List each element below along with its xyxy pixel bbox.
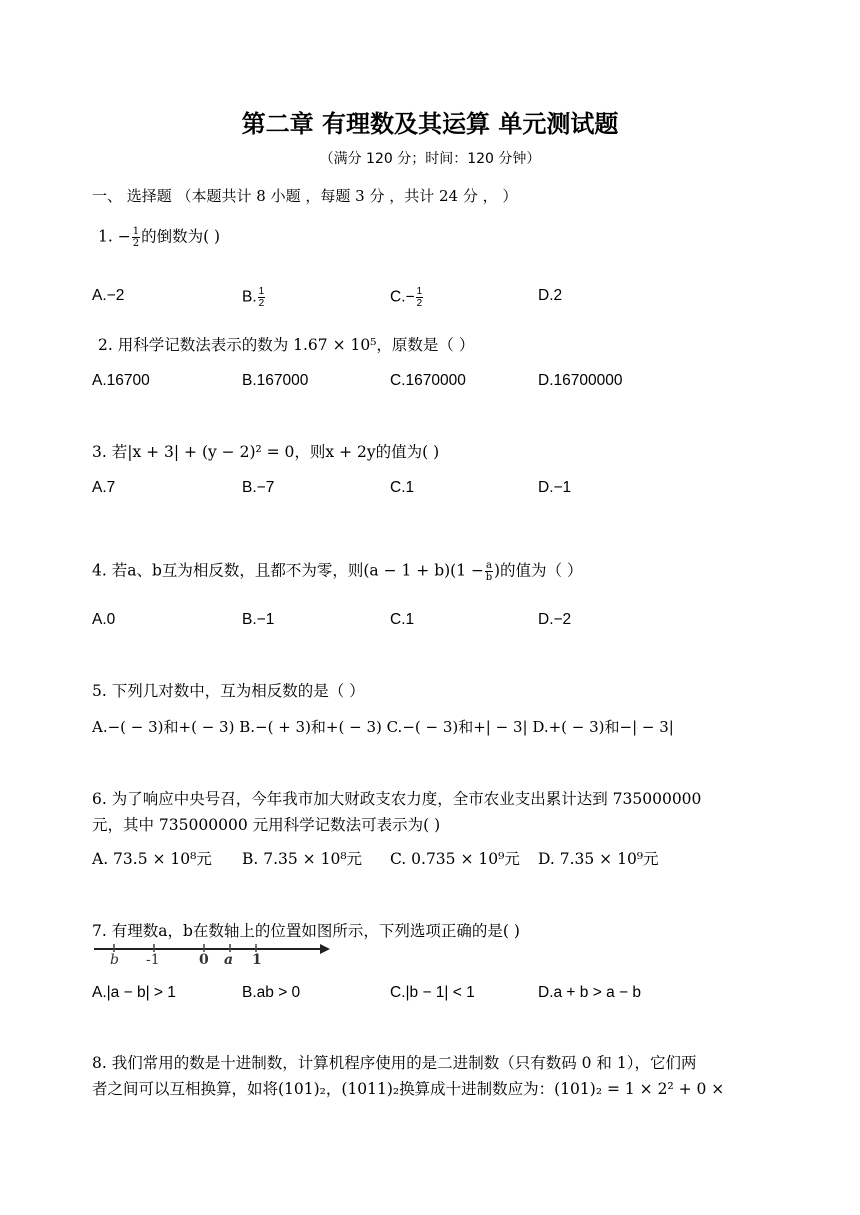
q2-option-c: C.1670000 [390, 372, 466, 389]
q4-option-a: A.0 [92, 611, 116, 628]
number-line-label-0: 0 [199, 952, 209, 968]
q4-frac-den: b [485, 572, 493, 583]
number-line-label-neg1: -1 [146, 952, 160, 968]
q6-option-b: B. 7.35 × 10⁸元 [242, 850, 363, 868]
number-line-figure [92, 938, 332, 972]
section-heading: 一、 选择题 （本题共计 8 小题 ，每题 3 分 ，共计 24 分 ， ） [92, 187, 518, 205]
q4-frac-num: a [486, 560, 492, 571]
q2-option-d: D.16700000 [538, 372, 623, 389]
q1-c-num: 1 [416, 286, 423, 297]
question-5-stem: 5. 下列几对数中，互为相反数的是（ ） [92, 682, 365, 700]
q3-option-c: C.1 [390, 479, 415, 496]
q2-option-b: B.167000 [242, 372, 309, 389]
q1-option-c [390, 286, 424, 309]
q4-stem-pre: 4. 若a、b互为相反数，且都不为零，则(a − 1 + b)(1 − [92, 561, 485, 580]
question-4-stem [92, 560, 582, 583]
q2-option-a: A.16700 [92, 372, 150, 389]
page-subtitle: （满分 120 分；时间：120 分钟） [319, 151, 541, 167]
question-8-line-1: 8. 我们常用的数是十进制数，计算机程序使用的是二进制数（只有数码 0 和 1），它们两 [92, 1054, 697, 1072]
q1-option-a: A.−2 [92, 287, 125, 304]
question-3-stem: 3. 若|x + 3| + (y − 2)² = 0，则x + 2y的值为( ) [92, 443, 440, 461]
q4-fraction [485, 560, 493, 583]
q1-frac-num: 1 [132, 226, 140, 237]
number-line-label-b: b [110, 952, 119, 968]
question-1-stem [98, 226, 220, 249]
q1-c-pre: C.− [390, 288, 415, 306]
q1-fraction [132, 226, 140, 249]
q4-option-d: D.−2 [538, 611, 572, 628]
q7-option-c: C.|b − 1| < 1 [390, 984, 475, 1001]
q1-b-pre: B. [242, 288, 257, 306]
q1-stem-pre: 1. − [98, 227, 131, 246]
q4-option-c: C.1 [390, 611, 415, 628]
q5-options: A.−( − 3)和+( − 3) B.−( + 3)和+( − 3) C.−( − 3)和+| − 3| D.+( − 3)和−| − 3| [92, 718, 674, 736]
q3-option-d: D.−1 [538, 479, 572, 496]
q1-option-d: D.2 [538, 287, 563, 304]
question-7-stem: 7. 有理数a，b在数轴上的位置如图所示，下列选项正确的是( ) [92, 922, 520, 940]
q1-c-den: 2 [416, 298, 423, 309]
q1-b-fraction [258, 286, 266, 309]
q7-option-a: A.|a − b| > 1 [92, 984, 176, 1001]
question-2-stem: 2. 用科学记数法表示的数为 1.67 × 10⁵，原数是（ ） [98, 336, 475, 354]
q6-option-c: C. 0.735 × 10⁹元 [390, 850, 520, 868]
page-title: 第二章 有理数及其运算 单元测试题 [241, 110, 619, 138]
q7-option-d: D.a + b > a − b [538, 984, 641, 1001]
q1-b-num: 1 [258, 286, 265, 297]
q4-option-b: B.−1 [242, 611, 275, 628]
q1-frac-den: 2 [132, 238, 140, 249]
q6-option-a: A. 73.5 × 10⁸元 [92, 850, 212, 868]
q1-stem-post: 的倒数为( ) [141, 227, 221, 246]
question-8-line-2: 者之间可以互相换算，如将(101)₂，(1011)₂换算成十进制数应为：(101)₂ = 1 × 2² + 0 × [92, 1080, 725, 1098]
number-line-label-a: a [224, 952, 234, 968]
q1-c-fraction [416, 286, 424, 309]
q3-option-a: A.7 [92, 479, 116, 496]
q4-stem-post: )的值为（ ） [493, 561, 583, 580]
number-line-label-1: 1 [252, 952, 262, 968]
q1-option-b [242, 286, 266, 309]
number-line-axis [92, 938, 332, 972]
question-6-line-2: 元，其中 735000000 元用科学记数法可表示为( ) [92, 816, 441, 834]
q7-option-b: B.ab > 0 [242, 984, 301, 1001]
question-6-line-1: 6. 为了响应中央号召，今年我市加大财政支农力度，全市农业支出累计达到 735000000 [92, 790, 702, 808]
q3-option-b: B.−7 [242, 479, 275, 496]
q6-option-d: D. 7.35 × 10⁹元 [538, 850, 659, 868]
q1-b-den: 2 [258, 298, 265, 309]
